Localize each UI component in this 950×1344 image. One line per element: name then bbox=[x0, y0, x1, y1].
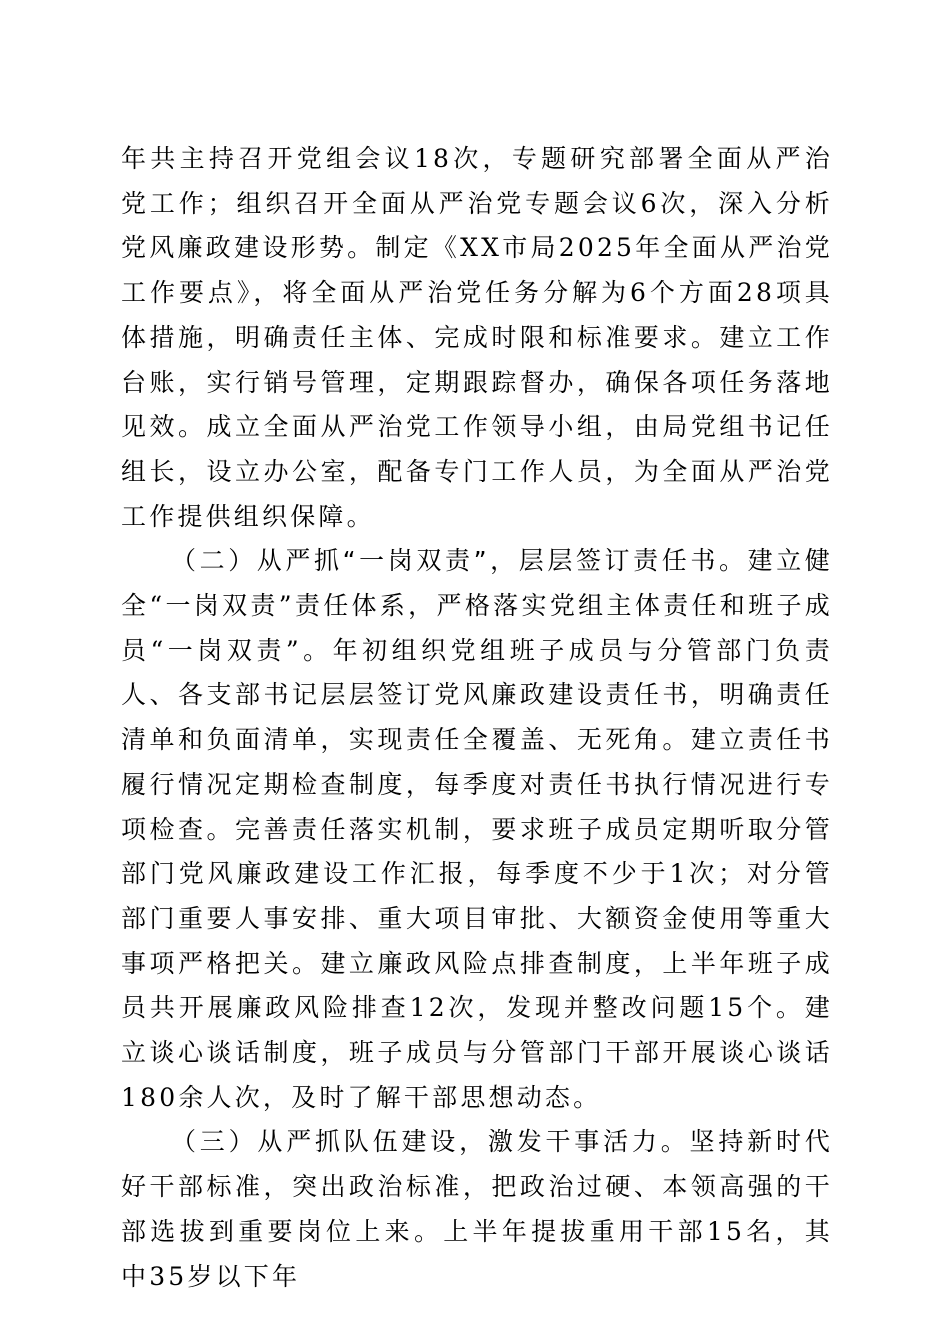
paragraph-2 bbox=[121, 539, 833, 1120]
document-body bbox=[121, 137, 833, 1299]
section-heading-3: （三）从严抓队伍建设，激发干事活力。 bbox=[171, 1127, 690, 1157]
paragraph-3-text: 坚持新时代好干部标准，突出政治标准，把政治过硬、本领高强的干部选拔到重要岗位上来。上半年提拔重用干部15名，其中35岁以下年 bbox=[121, 1127, 833, 1291]
paragraph-1-text: 年共主持召开党组会议18次，专题研究部署全面从严治党工作；组织召开全面从严治党专题会议6次，深入分析党风廉政建设形势。制定《XX市局2025年全面从严治党工作要点》，将全面从严治党任务分解为6个方面28项具体措施，明确责任主体、完成时限和标准要求。建立工作台账，实行销号管理，定期跟踪督办，确保各项任务落地见效。成立全面从严治党工作领导小组，由局党组书记任组长，设立办公室，配备专门工作人员，为全面从严治党工作提供组织保障。 bbox=[121, 144, 833, 531]
paragraph-1 bbox=[121, 137, 833, 539]
section-heading-2: （二）从严抓“一岗双责”，层层签订责任书。 bbox=[171, 546, 748, 576]
paragraph-3 bbox=[121, 1120, 833, 1299]
paragraph-2-text: 建立健全“一岗双责”责任体系，严格落实党组主体责任和班子成员“一岗双责”。年初组织党组班子成员与分管部门负责人、各支部书记层层签订党风廉政建设责任书，明确责任清单和负面清单，实现责任全覆盖、无死角。建立责任书履行情况定期检查制度，每季度对责任书执行情况进行专项检查。完善责任落实机制，要求班子成员定期听取分管部门党风廉政建设工作汇报，每季度不少于1次；对分管部门重要人事安排、重大项目审批、大额资金使用等重大事项严格把关。建立廉政风险点排查制度，上半年班子成员共开展廉政风险排查12次，发现并整改问题15个。建立谈心谈话制度，班子成员与分管部门干部开展谈心谈话180余人次，及时了解干部思想动态。 bbox=[121, 546, 834, 1112]
